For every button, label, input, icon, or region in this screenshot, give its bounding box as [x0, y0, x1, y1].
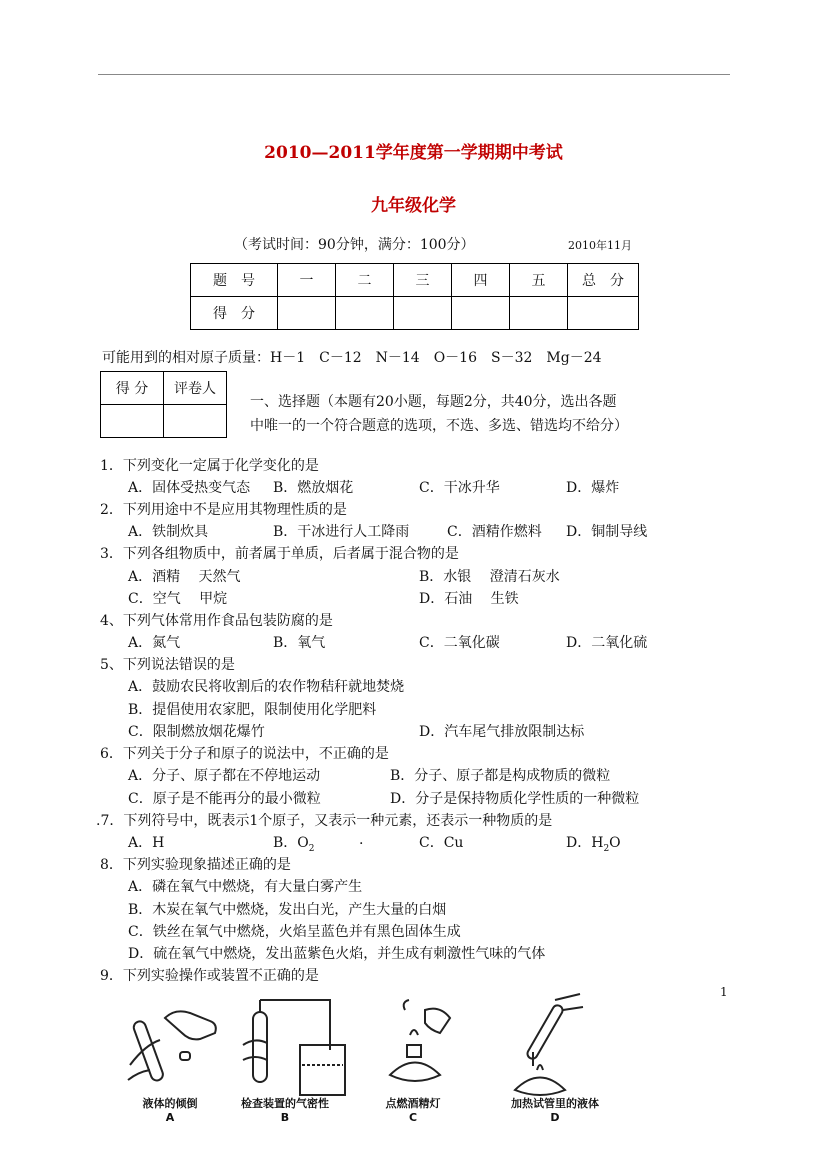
option: C．干冰升华	[419, 480, 500, 496]
option: D．分子是保持物质化学性质的一种微粒	[390, 791, 640, 807]
option: B．提倡使用农家肥，限制使用化学肥料	[128, 702, 377, 718]
liquid-pouring-figure	[120, 990, 240, 1110]
option: D．二氧化硫	[566, 635, 648, 651]
exam-info: （考试时间：90分钟，满分：100分）	[234, 237, 475, 253]
score-blank[interactable]	[510, 297, 568, 330]
lighting-alcohol-lamp-figure	[355, 990, 475, 1110]
page-number: 1	[720, 985, 728, 999]
question-stem: .7．下列符号中，既表示1个原子，又表示一种元素，还表示一种物质的是	[96, 813, 553, 829]
atomic-masses: 可能用到的相对原子质量：H－1 C－12 N－14 O－16 S－32 Mg－24	[102, 350, 602, 366]
stray-dot: .	[359, 832, 364, 848]
score-table	[190, 263, 639, 330]
option: A．分子、原子都在不停地运动	[128, 768, 321, 784]
option: B．燃放烟花	[273, 480, 354, 496]
exam-subtitle: 九年级化学	[371, 196, 456, 216]
option: D．爆炸	[566, 480, 620, 496]
option: C．Cu	[419, 835, 464, 851]
question-stem: 5、下列说法错误的是	[100, 657, 235, 673]
score-cell: 总 分	[568, 264, 639, 297]
option: C．二氧化碳	[419, 635, 500, 651]
score-cell: 题 号	[191, 264, 278, 297]
score-blank[interactable]	[394, 297, 452, 330]
section1-instructions-line1: 一、选择题（本题有20小题，每题2分，共40分，选出各题	[250, 394, 617, 410]
score-table-score-row	[191, 297, 639, 330]
option: B．干冰进行人工降雨	[273, 524, 410, 540]
option: D．铜制导线	[566, 524, 648, 540]
figure-caption: 点燃酒精灯	[385, 1097, 441, 1110]
option: A．H	[128, 835, 165, 851]
option: D．$H_2O$	[566, 835, 621, 854]
score-cell: 二	[336, 264, 394, 297]
option: B．$O_2$	[273, 835, 315, 854]
option: D．汽车尾气排放限制达标	[419, 724, 585, 740]
score-table-header-row	[191, 264, 639, 297]
airtightness-check-figure	[235, 990, 355, 1110]
question-stem: 2．下列用途中不是应用其物理性质的是	[100, 502, 347, 518]
score-cell: 四	[452, 264, 510, 297]
score-cell: 一	[278, 264, 336, 297]
question-stem: 6．下列关于分子和原子的说法中，不正确的是	[100, 746, 389, 762]
figure-caption: 检查装置的气密性	[241, 1097, 329, 1110]
score-blank[interactable]	[568, 297, 639, 330]
figure-caption: 液体的倾倒	[142, 1097, 198, 1110]
question-stem: 3．下列各组物质中，前者属于单质，后者属于混合物的是	[100, 546, 459, 562]
option: A．固体受热变气态	[128, 480, 251, 496]
option: A．铁制炊具	[128, 524, 209, 540]
figure-letter: A	[165, 1111, 175, 1124]
option: B．分子、原子都是构成物质的微粒	[390, 768, 611, 784]
option: C．限制燃放烟花爆竹	[128, 724, 265, 740]
figure-caption: 加热试管里的液体	[511, 1097, 599, 1110]
figure-letter: B	[280, 1111, 290, 1124]
option: C．原子是不能再分的最小微粒	[128, 791, 321, 807]
score-cell: 五	[510, 264, 568, 297]
question-stem: 1．下列变化一定属于化学变化的是	[100, 458, 319, 474]
grader-score-blank[interactable]	[101, 405, 164, 438]
score-blank[interactable]	[278, 297, 336, 330]
question-stem: 8．下列实验现象描述正确的是	[100, 857, 291, 873]
option: B．木炭在氧气中燃烧，发出白光，产生大量的白烟	[128, 902, 447, 918]
heating-liquid-figure	[495, 990, 615, 1110]
option: B．氧气	[273, 635, 326, 651]
exam-title: 2010—2011学年度第一学期期中考试	[264, 143, 563, 163]
option: A．磷在氧气中燃烧，有大量白雾产生	[128, 879, 363, 895]
option: C．酒精作燃料	[447, 524, 542, 540]
grader-table	[100, 371, 227, 438]
score-cell: 三	[394, 264, 452, 297]
grader-name-label: 评卷人	[164, 372, 227, 405]
section1-instructions-line2: 中唯一的一个符合题意的选项，不选、多选、错选均不给分）	[250, 418, 628, 434]
question-stem: 9．下列实验操作或装置不正确的是	[100, 968, 319, 984]
score-row-label: 得 分	[191, 297, 278, 330]
option: A．酒精 天然气	[128, 569, 241, 585]
option: B．水银 澄清石灰水	[419, 569, 560, 585]
option: D．石油 生铁	[419, 591, 519, 607]
grader-score-label: 得 分	[101, 372, 164, 405]
option: A．氮气	[128, 635, 181, 651]
figure-letter: C	[408, 1111, 418, 1124]
exam-date: 2010年11月	[568, 239, 632, 252]
score-blank[interactable]	[452, 297, 510, 330]
grader-name-blank[interactable]	[164, 405, 227, 438]
option: C．铁丝在氧气中燃烧，火焰呈蓝色并有黑色固体生成	[128, 924, 461, 940]
option: D．硫在氧气中燃烧，发出蓝紫色火焰，并生成有刺激性气味的气体	[128, 946, 546, 962]
header-rule	[98, 74, 730, 75]
figure-letter: D	[550, 1111, 560, 1124]
question-stem: 4、下列气体常用作食品包装防腐的是	[100, 613, 333, 629]
option: C．空气 甲烷	[128, 591, 228, 607]
score-blank[interactable]	[336, 297, 394, 330]
option: A．鼓励农民将收割后的农作物秸秆就地焚烧	[128, 679, 405, 695]
